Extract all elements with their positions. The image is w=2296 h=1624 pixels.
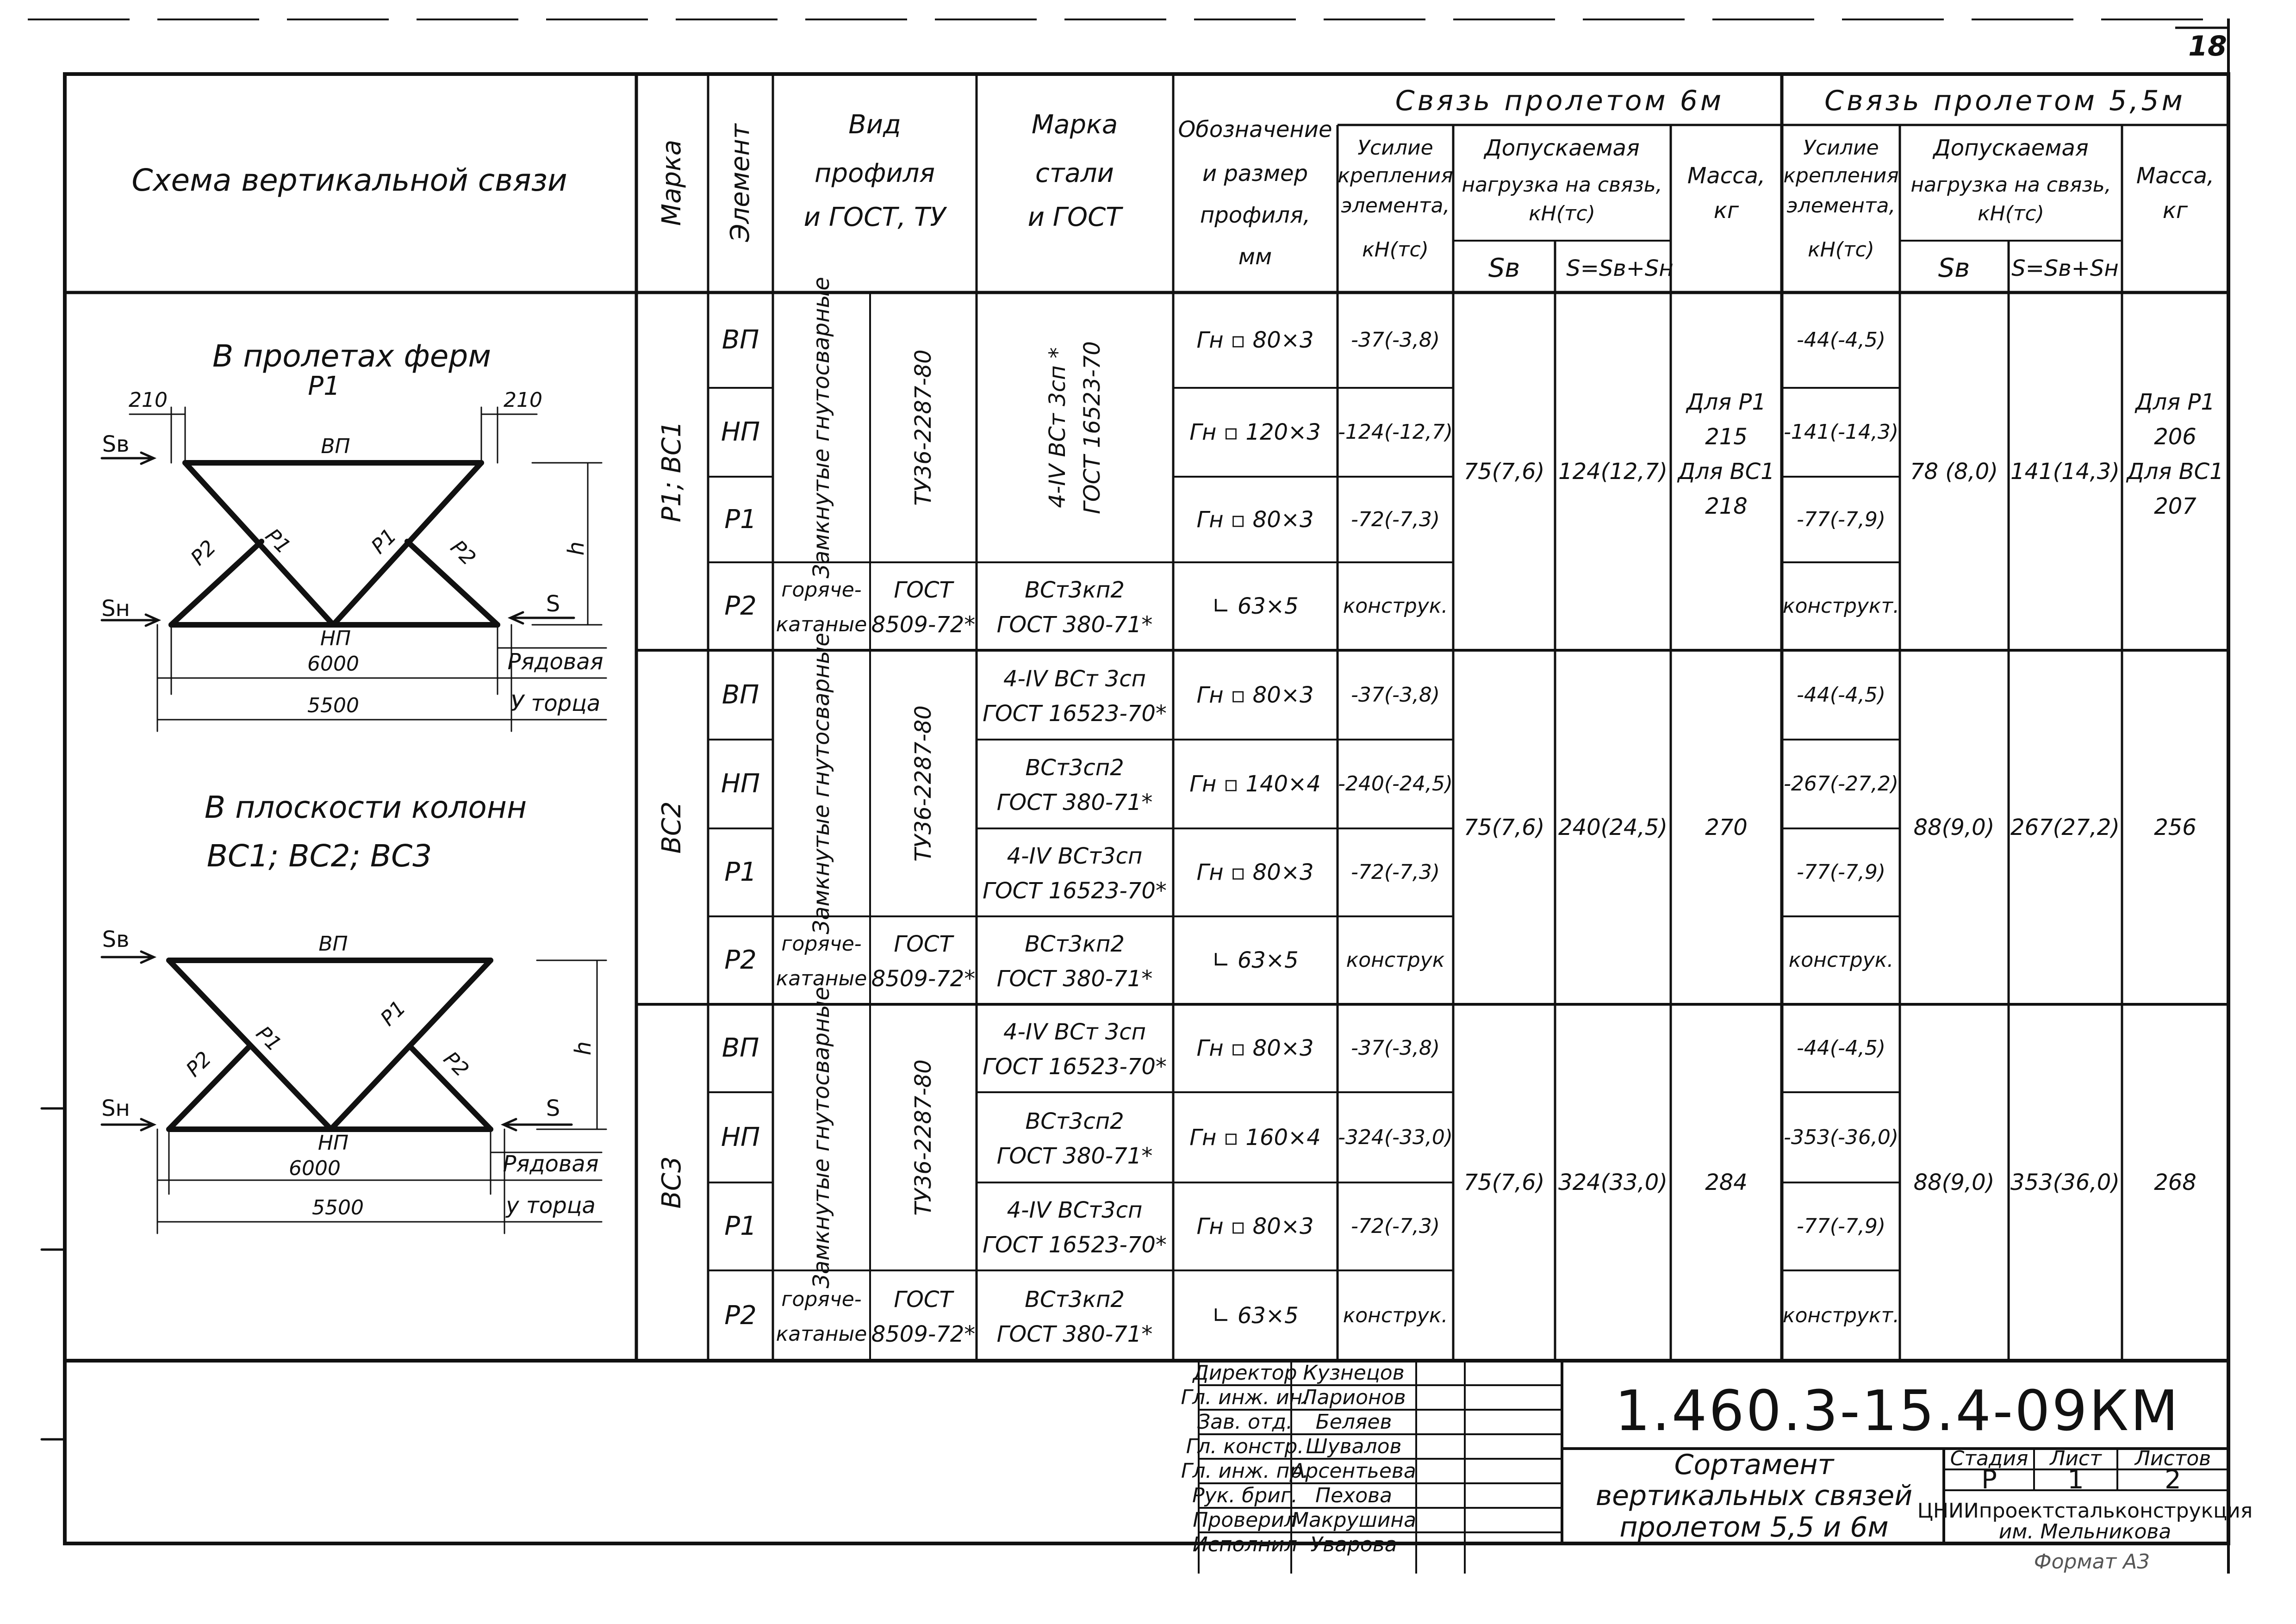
mass-55m: 256 xyxy=(2154,814,2196,840)
header-obozn-3: профиля, xyxy=(1200,202,1311,228)
profile-tu: ТУ36-2287-80 xyxy=(910,1059,936,1216)
steel-gost-cell: ГОСТ 380-71* xyxy=(996,966,1153,992)
steel-gost-cell: ГОСТ 380-71* xyxy=(996,790,1153,815)
profile-gost-hot: ГОСТ xyxy=(894,1286,953,1313)
force-55m-cell: -44(-4,5) xyxy=(1796,328,1886,352)
profile-size-cell: Гн ▫ 80×3 xyxy=(1196,1035,1314,1061)
sv-55: Sв xyxy=(1938,253,1970,283)
usilie-6-1: Усилие xyxy=(1357,136,1433,160)
usilie-6-3: элемента, xyxy=(1341,194,1450,218)
diagram2-sv: Sв xyxy=(102,927,130,952)
mass-6m: 284 xyxy=(1705,1170,1748,1195)
steel-gost-closed: ГОСТ 16523-70 xyxy=(1079,341,1105,514)
profile-size-cell: Гн ▫ 80×3 xyxy=(1196,327,1314,353)
mass-6m: 218 xyxy=(1705,493,1748,519)
massa-6-2: кг xyxy=(1713,198,1739,224)
force-55m-cell: конструкт. xyxy=(1782,594,1900,618)
force-55m-cell: -77(-7,9) xyxy=(1796,1214,1886,1238)
force-55m-cell: -141(-14,3) xyxy=(1783,420,1899,444)
element-cell: ВП xyxy=(722,325,759,355)
mass-6m: 215 xyxy=(1705,423,1748,450)
profile-type-closed: Замкнутые гнутосварные xyxy=(809,632,834,934)
steel-grade-closed: 4-IV ВСт 3сп * xyxy=(1045,347,1070,508)
signoff-name: Макрушина xyxy=(1291,1508,1417,1532)
allowable-ssum-6m: 124(12,7) xyxy=(1558,458,1668,485)
force-6m-cell: -240(-24,5) xyxy=(1338,772,1453,796)
massa-6-1: Масса, xyxy=(1687,163,1766,189)
profile-type-closed: Замкнутые гнутосварные xyxy=(809,276,834,579)
org-sub: им. Мельникова xyxy=(1998,1520,2172,1543)
diagram1-s: S xyxy=(546,591,560,617)
steel-gost-cell: ГОСТ 16523-70* xyxy=(983,1054,1167,1080)
doc-code: 1.460.3-15.4-09КМ xyxy=(1615,1379,2180,1444)
force-6m-cell: -37(-3,8) xyxy=(1350,1036,1440,1060)
diagram2-title: В плоскости колонн xyxy=(204,790,527,825)
signoff-role: Рук. бриг. xyxy=(1192,1484,1298,1507)
force-6m-cell: -72(-7,3) xyxy=(1350,507,1440,531)
force-55m-cell: -44(-4,5) xyxy=(1796,1036,1886,1060)
diagram1-subtitle: Р1 xyxy=(308,371,340,401)
allowable-sv-55m: 88(9,0) xyxy=(1913,814,1995,840)
signoff-name: Кузнецов xyxy=(1303,1361,1405,1385)
section-marka: ВС3 xyxy=(657,1156,687,1209)
profile-gost-hot: ГОСТ xyxy=(894,577,953,603)
diagram2-p1-left: Р1 xyxy=(251,1021,286,1056)
allowable-sv-6m: 75(7,6) xyxy=(1463,814,1545,840)
dopusk-55-2: нагрузка на связь, xyxy=(1910,173,2111,197)
diagram1-len1: 6000 xyxy=(307,652,359,676)
sheets-value: 2 xyxy=(2165,1465,2181,1495)
force-55m-cell: конструкт. xyxy=(1782,1303,1900,1327)
diagram2-np: НП xyxy=(317,1131,349,1155)
diagram2-vp: ВП xyxy=(318,932,348,956)
header-obozn-2: и размер xyxy=(1202,161,1308,187)
section-marka: P1; ВС1 xyxy=(657,420,687,523)
diagram2-row-label: Рядовая xyxy=(503,1151,599,1177)
force-6m-cell: -72(-7,3) xyxy=(1350,860,1440,884)
force-6m-cell: конструк. xyxy=(1343,1303,1448,1327)
sheets-label: Листов xyxy=(2134,1447,2211,1470)
steel-grade-cell: 4-IV ВСт3сп xyxy=(1007,843,1143,869)
usilie-6-2: крепления xyxy=(1338,164,1453,187)
profile-gost-hot: 8509-72* xyxy=(871,612,976,638)
signoff-name: Арсентьева xyxy=(1291,1459,1416,1483)
profile-size-cell: ∟ 63×5 xyxy=(1212,1302,1299,1329)
allowable-sv-55m: 78 (8,0) xyxy=(1910,458,1998,485)
profile-size-cell: Гн ▫ 80×3 xyxy=(1196,682,1314,708)
massa-55-1: Масса, xyxy=(2136,163,2215,189)
steel-grade-cell: ВСт3кп2 xyxy=(1025,1286,1125,1313)
profile-gost-hot: 8509-72* xyxy=(871,1321,976,1347)
diagram1-dim-left: 210 xyxy=(129,388,168,412)
mass-6m: Для ВС1 xyxy=(1678,458,1775,485)
diagram2-p2-right: Р2 xyxy=(439,1047,473,1082)
diagram2-h: h xyxy=(570,1041,596,1056)
diagram1-sv: Sв xyxy=(102,431,130,457)
allowable-ssum-6m: 240(24,5) xyxy=(1558,814,1668,840)
mass-55m: Для Р1 xyxy=(2135,389,2215,415)
force-6m-cell: -72(-7,3) xyxy=(1350,1214,1440,1238)
profile-type-hot: горяче- xyxy=(781,578,862,602)
force-6m-cell: -37(-3,8) xyxy=(1350,683,1440,707)
diagram2-end-label: у торца xyxy=(506,1193,596,1219)
profile-type-closed: Замкнутые гнутосварные xyxy=(809,986,834,1288)
profile-tu: ТУ36-2287-80 xyxy=(910,705,936,862)
profile-type-hot: горяче- xyxy=(781,1287,862,1311)
element-cell: Р1 xyxy=(724,857,757,887)
diagram1-dim-right: 210 xyxy=(504,388,542,412)
diagram2-s: S xyxy=(546,1095,560,1121)
signoff-name: Уварова xyxy=(1310,1533,1397,1556)
diagram2-len1: 6000 xyxy=(289,1157,341,1180)
usilie-55-1: Усилие xyxy=(1803,136,1879,160)
steel-grade-cell: 4-IV ВСт3сп xyxy=(1007,1197,1143,1223)
header-vid-2: профиля xyxy=(814,158,935,188)
usilie-55-2: крепления xyxy=(1783,164,1899,187)
allowable-sv-6m: 75(7,6) xyxy=(1463,1170,1545,1195)
signoff-name: Шувалов xyxy=(1306,1435,1402,1458)
sv-6: Sв xyxy=(1488,253,1520,283)
signoff-role: Гл. констр. xyxy=(1186,1435,1304,1458)
profile-tu: ТУ36-2287-80 xyxy=(910,349,936,506)
ssum-6: S=Sв+Sн xyxy=(1566,255,1674,281)
element-cell: НП xyxy=(721,1122,760,1152)
steel-gost-cell: ГОСТ 380-71* xyxy=(996,1321,1153,1347)
header-steel-2: стали xyxy=(1035,158,1114,188)
section-marka: ВС2 xyxy=(657,801,687,854)
force-55m-cell: -77(-7,9) xyxy=(1796,507,1886,531)
element-cell: НП xyxy=(721,769,760,799)
doc-title-1: Сортамент xyxy=(1674,1449,1834,1481)
profile-size-cell: Гн ▫ 80×3 xyxy=(1196,506,1314,533)
allowable-ssum-55m: 267(27,2) xyxy=(2010,814,2120,840)
steel-grade-cell: ВСт3сп2 xyxy=(1025,755,1124,781)
header-steel-3: и ГОСТ xyxy=(1027,202,1122,232)
force-6m-cell: -37(-3,8) xyxy=(1350,328,1440,352)
force-55m-cell: -353(-36,0) xyxy=(1783,1125,1899,1149)
profile-type-hot: горяче- xyxy=(781,932,862,956)
dopusk-6-3: кН(тс) xyxy=(1529,202,1595,225)
force-6m-cell: конструк xyxy=(1346,948,1445,972)
header-vid-1: Вид xyxy=(848,110,901,140)
force-6m-cell: -124(-12,7) xyxy=(1338,420,1453,444)
mass-55m: Для ВС1 xyxy=(2127,458,2224,485)
diagram1-end-label: У торца xyxy=(510,691,601,716)
signoff-name: Беляев xyxy=(1315,1410,1392,1434)
group-55m: Связь пролетом 5,5м xyxy=(1824,85,2185,117)
signoff-name: Ларионов xyxy=(1301,1386,1406,1409)
element-cell: НП xyxy=(721,417,760,447)
force-6m-cell: конструк. xyxy=(1343,594,1448,618)
steel-grade-cell: 4-IV ВСт 3сп xyxy=(1003,1019,1146,1045)
group-6m: Связь пролетом 6м xyxy=(1395,85,1724,117)
mass-6m: Для Р1 xyxy=(1686,389,1766,415)
diagram1-len2: 5500 xyxy=(307,694,359,717)
header-obozn-4: мм xyxy=(1238,244,1272,270)
signoff-role: Гл. инж. ин. xyxy=(1181,1386,1309,1409)
profile-size-cell: ∟ 63×5 xyxy=(1212,593,1299,619)
sheet-value: 1 xyxy=(2067,1465,2084,1495)
force-6m-cell: -324(-33,0) xyxy=(1338,1125,1453,1149)
steel-gost-cell: ГОСТ 16523-70* xyxy=(983,878,1167,904)
profile-size-cell: Гн ▫ 160×4 xyxy=(1189,1124,1321,1151)
header-marka: Марка xyxy=(657,139,687,226)
signoff-role: Гл. инж. пр. xyxy=(1181,1459,1309,1483)
usilie-55-3: элемента, xyxy=(1786,194,1896,218)
profile-type-hot: катаные xyxy=(776,613,867,636)
element-cell: Р2 xyxy=(724,945,757,975)
doc-title-2: вертикальных связей xyxy=(1595,1480,1913,1512)
steel-grade-cell: 4-IV ВСт 3сп xyxy=(1003,666,1146,692)
dopusk-6-1: Допускаемая xyxy=(1484,135,1640,161)
diagram1-np: НП xyxy=(320,627,351,650)
element-cell: Р2 xyxy=(724,591,757,621)
mass-55m: 206 xyxy=(2154,423,2196,450)
sheet-label: Лист xyxy=(2050,1447,2102,1470)
format-label: Формат А3 xyxy=(2034,1550,2150,1574)
signoff-role: Зав. отд. xyxy=(1197,1410,1293,1434)
diagram1-title: В пролетах ферм xyxy=(212,338,492,374)
mass-6m: 270 xyxy=(1705,814,1748,840)
force-55m-cell: -44(-4,5) xyxy=(1796,683,1886,707)
force-55m-cell: конструк. xyxy=(1788,948,1894,972)
dopusk-6-2: нагрузка на связь, xyxy=(1462,173,1662,197)
diagram1-p2-left: Р2 xyxy=(186,535,221,570)
profile-type-hot: катаные xyxy=(776,1322,867,1346)
diagram2-len2: 5500 xyxy=(312,1196,364,1220)
diagram2-p2-left: Р2 xyxy=(181,1047,216,1082)
diagram1-vp: ВП xyxy=(321,435,350,458)
usilie-6-4: кН(тс) xyxy=(1362,238,1429,261)
signoff-role: Директор xyxy=(1193,1361,1297,1385)
profile-size-cell: Гн ▫ 80×3 xyxy=(1196,859,1314,885)
element-cell: Р1 xyxy=(724,504,757,535)
allowable-ssum-55m: 141(14,3) xyxy=(2010,458,2120,485)
mass-55m: 207 xyxy=(2154,493,2196,519)
dopusk-55-3: кН(тс) xyxy=(1978,202,2044,225)
steel-gost-hot: ГОСТ 380-71* xyxy=(996,612,1153,638)
profile-size-cell: Гн ▫ 140×4 xyxy=(1189,771,1321,797)
steel-gost-cell: ГОСТ 380-71* xyxy=(996,1143,1153,1169)
header-vid-3: и ГОСТ, ТУ xyxy=(803,202,946,232)
allowable-ssum-6m: 324(33,0) xyxy=(1558,1170,1668,1195)
org-name: ЦНИИпроектстальконструкция xyxy=(1917,1499,2253,1523)
dopusk-55-1: Допускаемая xyxy=(1933,135,2089,161)
profile-size-cell: Гн ▫ 80×3 xyxy=(1196,1213,1314,1239)
diagram2-p1-right: Р1 xyxy=(376,996,411,1031)
diagram1-p2-right: Р2 xyxy=(446,535,480,570)
stage-value: Р xyxy=(1981,1465,1997,1495)
element-cell: Р2 xyxy=(724,1300,757,1331)
diagram1-row-label: Рядовая xyxy=(507,649,604,675)
massa-55-2: кг xyxy=(2162,198,2188,224)
diagram2-sn: Sн xyxy=(101,1095,130,1121)
doc-title-3: пролетом 5,5 и 6м xyxy=(1619,1511,1889,1543)
profile-type-hot: катаные xyxy=(776,967,867,990)
allowable-sv-55m: 88(9,0) xyxy=(1913,1170,1995,1195)
stage-label: Стадия xyxy=(1950,1447,2028,1470)
profile-size-cell: ∟ 63×5 xyxy=(1212,947,1299,973)
profile-size-cell: Гн ▫ 120×3 xyxy=(1189,419,1321,445)
usilie-55-4: кН(тс) xyxy=(1808,238,1874,261)
header-obozn-1: Обозначение xyxy=(1178,117,1332,143)
diagram1-p1-right: Р1 xyxy=(367,524,401,559)
steel-grade-cell: ВСт3сп2 xyxy=(1025,1108,1124,1134)
scheme-title: Схема вертикальной связи xyxy=(131,162,567,198)
allowable-sv-6m: 75(7,6) xyxy=(1463,458,1545,485)
element-cell: ВП xyxy=(722,1033,759,1063)
force-55m-cell: -267(-27,2) xyxy=(1783,772,1899,796)
signoff-role: Исполнил xyxy=(1192,1533,1298,1556)
diagram1-h: h xyxy=(563,541,589,556)
force-55m-cell: -77(-7,9) xyxy=(1796,860,1886,884)
diagram1-sn: Sн xyxy=(101,596,130,622)
header-steel-1: Марка xyxy=(1031,110,1118,140)
diagram2-subtitle: ВС1; ВС2; ВС3 xyxy=(206,838,432,874)
signoff-name: Пехова xyxy=(1315,1484,1393,1507)
profile-gost-hot: 8509-72* xyxy=(871,966,976,992)
mass-55m: 268 xyxy=(2154,1170,2196,1195)
page-number: 18 xyxy=(2188,30,2227,62)
diagram1-p1-left: Р1 xyxy=(261,524,295,559)
steel-gost-cell: ГОСТ 16523-70* xyxy=(983,700,1167,727)
steel-gost-cell: ГОСТ 16523-70* xyxy=(983,1232,1167,1258)
signoff-role: Проверил xyxy=(1193,1508,1297,1532)
header-element: Элемент xyxy=(725,124,755,242)
ssum-55: S=Sв+Sн xyxy=(2011,255,2119,281)
steel-grade-hot: ВСт3кп2 xyxy=(1025,577,1125,603)
profile-gost-hot: ГОСТ xyxy=(894,931,953,957)
steel-grade-cell: ВСт3кп2 xyxy=(1025,931,1125,957)
element-cell: ВП xyxy=(722,679,759,710)
element-cell: Р1 xyxy=(724,1211,757,1241)
allowable-ssum-55m: 353(36,0) xyxy=(2010,1170,2120,1195)
